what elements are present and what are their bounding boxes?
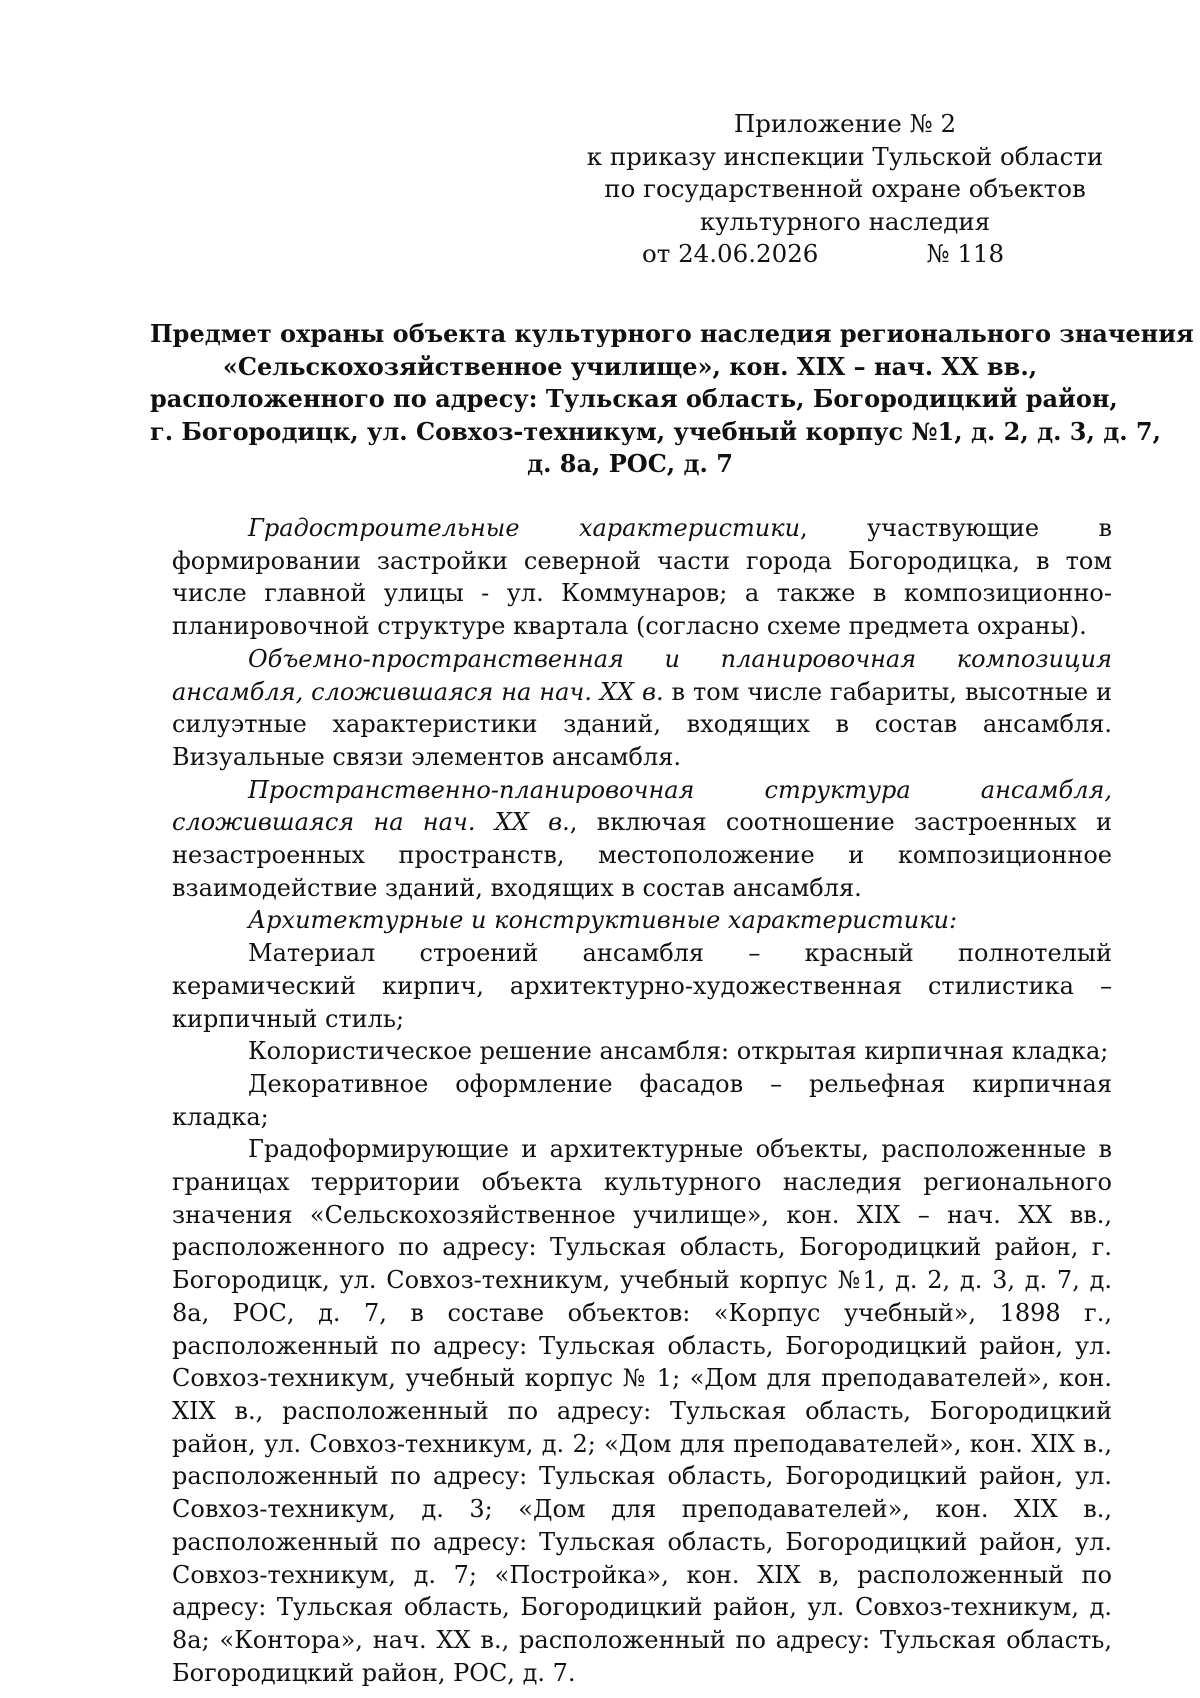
paragraph-spatial-structure-heading: Пространственно-планировочная структура ансамбля, сложившаяся на нач. XX в. <box>172 775 1112 837</box>
paragraph-urban-planning <box>172 512 1112 643</box>
appendix-label: Приложение № 2 <box>733 109 957 138</box>
appendix-date-number-row <box>580 238 1110 271</box>
title-line-1: Предмет охраны объекта культурного наследия регионального значения <box>150 319 1194 348</box>
paragraph-spatial-structure-text: , включая соотношение застроенных и незастроенных пространств, местоположение и композиционное взаимодействие зданий, входящих в состав ансамбля. <box>172 808 1112 902</box>
appendix-order-line: к приказу инспекции Тульской области <box>586 141 1104 171</box>
title-line-2: «Сельскохозяйственное училище», кон. XIX – нач. XX вв., <box>222 351 1038 381</box>
paragraph-architecture-heading <box>172 904 1112 937</box>
appendix-inspection-line: по государственной охране объектов <box>604 174 1086 203</box>
appendix-header <box>580 108 1110 271</box>
paragraph-spatial-structure <box>172 774 1112 905</box>
appendix-heritage-line: культурного наследия <box>699 206 991 236</box>
paragraph-coloristics: Колористическое решение ансамбля: открытая кирпичная кладка; <box>248 1037 1109 1066</box>
paragraph-urban-planning-heading: Градостроительные характеристики <box>248 514 801 542</box>
paragraph-decoration: Декоративное оформление фасадов – рельефная кирпичная кладка; <box>172 1069 1112 1131</box>
document-body <box>172 512 1112 1689</box>
title-line-4: г. Богородицк, ул. Совхоз-техникум, учебный корпус №1, д. 2, д. 3, д. 7, <box>150 416 1161 446</box>
paragraph-volume-composition <box>172 643 1112 774</box>
paragraph-volume-composition-heading: Объемно-пространственная и планировочная композиция ансамбля, сложившаяся на нач. XX в. <box>172 644 1112 706</box>
order-date: от 24.06.2026 <box>642 239 819 268</box>
paragraph-objects: Градоформирующие и архитектурные объекты, расположенные в границах территории объекта культурного наследия регионального значения «Сельскохозяйственное училище», кон. XIX – нач. XX вв., расположенного по адресу: Тульская область, Богородицкий район, г. Богородицк, ул. Совхоз-техникум, учебный корпус №1, д. 2, д. 3, д. 7, д. 8а, РОС, д. 7, в составе объектов: «Корпус учебный», 1898 г., расположенный по адресу: Тульская область, Богородицкий район, ул. Совхоз-техникум, учебный корпус № 1; «Дом для преподавателей», кон. XIX в., расположенный по адресу: Тульская область, Богородицкий район, ул. Совхоз-техникум, д. 2; «Дом для преподавателей», кон. XIX в., расположенный по адресу: Тульская область, Богородицкий район, ул. Совхоз-техникум, д. 3; «Дом для преподавателей», кон. XIX в., расположенный по адресу: Тульская область, Богородицкий район, ул. Совхоз-техникум, д. 7; «Постройка», кон. XIX в, расположенный по адресу: Тульская область, Богородицкий район, ул. Совхоз-техникум, д. 8а; «Контора», нач. XX в., расположенный по адресу: Тульская область, Богородицкий район, РОС, д. 7. <box>172 1135 1112 1687</box>
architecture-heading: Архитектурные и конструктивные характеристики: <box>248 906 958 935</box>
title-line-5: д. 8а, РОС, д. 7 <box>527 449 733 478</box>
paragraph-volume-composition-text: в том числе габариты, высотные и силуэтные характеристики зданий, входящих в состав ансамбля. Визуальные связи элементов ансамбля. <box>172 677 1112 771</box>
order-number: № 118 <box>926 239 1005 268</box>
paragraph-material: Материал строений ансамбля – красный полнотелый керамический кирпич, архитектурно-художественная стилистика – кирпичный стиль; <box>172 939 1112 1033</box>
document-title <box>150 318 1194 481</box>
title-line-3: расположенного по адресу: Тульская область, Богородицкий район, <box>150 384 1118 413</box>
paragraph-urban-planning-text: , участвующие в формировании застройки северной части города Богородицка, в том числе главной улицы - ул. Коммунаров; а также в композиционно-планировочной структуре квартала (согласно схеме предмета охраны). <box>172 514 1113 641</box>
